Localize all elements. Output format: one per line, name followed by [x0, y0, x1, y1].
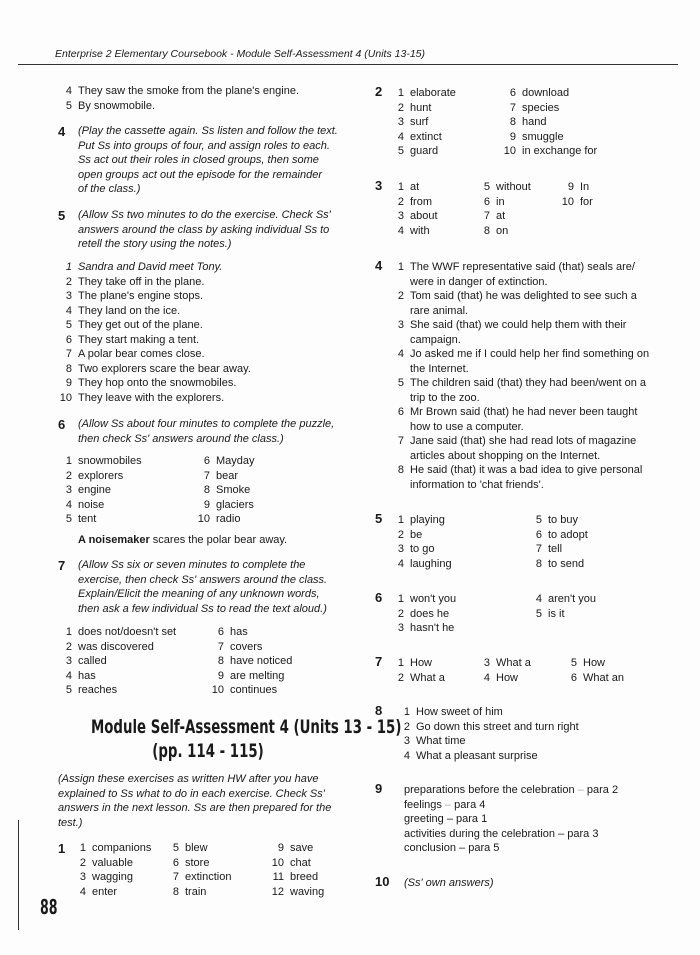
exercise-7-col2	[210, 625, 292, 698]
sa5-col2	[528, 513, 588, 571]
list-item: 5 to buy	[535, 514, 578, 526]
list-item: activities during the celebration – para 3	[404, 827, 599, 840]
list-item: 3 What a	[483, 657, 531, 669]
margin-line	[18, 820, 19, 930]
list-item: 2 Tom said (that) he was delighted to see such a rare animal.	[397, 290, 637, 317]
list-item: conclusion – para 5	[404, 842, 500, 854]
list-item: 8 hand	[509, 116, 547, 128]
list-item: 5 They get out of the plane.	[65, 319, 203, 331]
list-item: 9 They hop onto the snowmobiles.	[65, 377, 237, 389]
list-item: 8 to send	[535, 557, 585, 570]
list-item: 1 does not/doesn't set	[65, 626, 177, 638]
list-item: 7 at	[483, 210, 506, 222]
list-item: 2 valuable	[79, 856, 133, 869]
list-item: 5 without	[483, 181, 531, 193]
list-item: 6 to adopt	[535, 528, 588, 541]
exercise-number: 3	[375, 178, 383, 193]
sa3-col2	[476, 180, 531, 238]
list-item: 3 to go	[397, 543, 435, 555]
list-item: 1 playing	[397, 514, 445, 526]
list-item: 2 They take off in the plane.	[65, 275, 205, 288]
list-item: 2 from	[397, 195, 432, 208]
exercise-number: 2	[375, 84, 383, 99]
exercise-7-instructions: (Allow Ss six or seven minutes to complete the exercise, then check Ss' answers around the class. Explain/Elicit the meaning of any unknown words, then ask a few individual Ss to read the text aloud.)	[78, 559, 328, 615]
list-item: 6 in	[483, 195, 505, 208]
list-item: 9 are melting	[217, 669, 285, 682]
sa6-col1	[390, 592, 456, 636]
list-item: 5 is it	[535, 607, 565, 620]
list-item: 6 Mayday	[203, 455, 255, 467]
sa10-answer: (Ss' own answers)	[404, 877, 494, 889]
sa2-col1	[390, 86, 456, 159]
puzzle-answer: A noisemaker scares the polar bear away.	[78, 534, 288, 546]
list-item: 2 be	[397, 528, 423, 541]
header-rule	[18, 64, 678, 65]
exercise-number: 5	[375, 511, 383, 526]
sa9-list	[404, 783, 618, 856]
exercise-number: 6	[58, 417, 66, 432]
exercise-number: 4	[375, 258, 383, 273]
list-item: 1 companions	[79, 842, 152, 854]
sa1-col2	[165, 841, 231, 899]
list-item: 3 She said (that) we could help them with their campaign.	[397, 319, 627, 346]
carryover-list	[58, 84, 299, 113]
list-item: 8 on	[483, 224, 509, 237]
list-item: 11 breed	[272, 871, 319, 883]
list-item: 3 engine	[65, 484, 112, 496]
list-item: 3 hasn't he	[397, 622, 455, 634]
exercise-6-col1	[58, 454, 142, 527]
list-item: 7 bear	[203, 469, 239, 482]
list-item: 9 smuggle	[509, 130, 564, 143]
sa3-col3	[560, 180, 593, 209]
list-item: 10 for	[561, 195, 593, 208]
list-item: 9 glaciers	[203, 498, 254, 511]
list-item: 6 download	[509, 87, 570, 99]
list-item: 2 does he	[397, 607, 450, 620]
list-item: 3 What time	[403, 735, 466, 747]
list-item: 3 called	[65, 655, 107, 667]
section-title: Module Self-Assessment 4 (Units 13 - 15) (pp. 114 - 115)	[91, 716, 402, 762]
list-item: 7 extinction	[172, 871, 232, 883]
list-item: 6 They start making a tent.	[65, 333, 200, 346]
exercise-number: 5	[58, 208, 66, 223]
list-item: 1 snowmobiles	[65, 455, 142, 467]
exercise-6-instructions: (Allow Ss about four minutes to complete the puzzle, then check Ss' answers around the class.)	[78, 418, 335, 445]
list-item: 10 They leave with the explorers.	[59, 391, 225, 404]
list-item: 2 explorers	[65, 469, 124, 482]
exercise-4-instructions: (Play the cassette again. Ss listen and follow the text. Put Ss into groups of four, and assign roles to each. Ss act out their roles in closed groups, then some open groups act out the episode for the remainder of the class.)	[78, 125, 338, 195]
list-item: 2 hunt	[397, 101, 432, 114]
exercise-number: 7	[375, 654, 383, 669]
list-item: 4 Jo asked me if I could help her find something on the Internet.	[397, 348, 650, 375]
exercise-number: 6	[375, 590, 383, 605]
list-item: 8 have noticed	[217, 655, 293, 667]
list-item: 5 tent	[65, 513, 97, 525]
exercise-6-col2	[196, 454, 255, 527]
list-item: 10 radio	[197, 513, 241, 525]
list-item: 1 How sweet of him	[403, 706, 503, 718]
list-item: 4 with	[397, 224, 430, 237]
list-item: 5 reaches	[65, 684, 118, 696]
list-item: 4 What a pleasant surprise	[403, 749, 538, 762]
list-item: 3 about	[397, 210, 438, 222]
list-item: 4 They land on the ice.	[65, 304, 181, 317]
list-item: 4 They saw the smoke from the plane's engine.	[65, 85, 299, 97]
list-item: 5 The children said (that) they had been/went on a trip to the zoo.	[397, 377, 647, 404]
list-item: 7 tell	[535, 543, 563, 555]
sa3-col1	[390, 180, 438, 238]
list-item: 5 By snowmobile.	[65, 99, 156, 112]
list-item: 6 has	[217, 626, 248, 638]
list-item: 4 extinct	[397, 130, 442, 143]
list-item: 5 blew	[172, 842, 208, 854]
list-item: greeting – para 1	[404, 813, 488, 825]
list-item: 12 waving	[271, 885, 325, 898]
exercise-number: 9	[375, 781, 383, 796]
sa7-col1	[390, 656, 445, 685]
sa1-col3	[270, 841, 324, 899]
list-item: 7 Jane said (that) she had read lots of magazine articles about shopping on the Internet.	[397, 435, 637, 462]
sa5-col1	[390, 513, 452, 571]
list-item: 4 noise	[65, 498, 105, 511]
page-number: 88	[40, 895, 58, 919]
list-item: 1 How	[397, 657, 433, 669]
list-item: 10 chat	[271, 856, 311, 869]
exercise-number: 1	[58, 841, 66, 856]
list-item: 1 Sandra and David meet Tony.	[65, 261, 223, 273]
list-item: 6 store	[172, 856, 210, 869]
list-item: 5 How	[570, 657, 606, 669]
list-item: 8 train	[172, 885, 207, 898]
list-item: 3 surf	[397, 116, 429, 128]
sa8-list	[396, 705, 579, 763]
list-item: 8 He said (that) it was a bad idea to give personal information to 'chat friends'.	[397, 464, 643, 491]
list-item: 9 save	[277, 842, 314, 854]
list-item: 7 A polar bear comes close.	[65, 348, 205, 360]
exercise-5-instructions: (Allow Ss two minutes to do the exercise. Check Ss' answers around the class by asking individual Ss to retell the story using the notes.)	[78, 209, 331, 250]
exercise-number: 7	[58, 558, 66, 573]
list-item: 7 species	[509, 101, 560, 114]
sa2-col2	[502, 86, 597, 159]
exercise-number: 10	[375, 874, 390, 889]
list-item: 1 won't you	[397, 593, 457, 605]
list-item: 4 enter	[79, 885, 118, 898]
list-item: feelings – para 4	[404, 798, 486, 811]
sa1-col1	[72, 841, 151, 899]
sa7-col2	[476, 656, 531, 685]
exercise-number: 4	[58, 124, 66, 139]
list-item: 8 Smoke	[203, 484, 251, 496]
assignment-note: (Assign these exercises as written HW after you have explained to Ss what to do in each exercise. Check Ss' answers in the next lesson. Ss are then prepared for the test.)	[58, 773, 332, 829]
sa6-col2	[528, 592, 596, 621]
list-item: 5 guard	[397, 145, 439, 157]
exercise-5-answers	[58, 260, 251, 405]
list-item: 3 The plane's engine stops.	[65, 290, 204, 302]
list-item: 1 at	[397, 181, 420, 193]
exercise-7-col1	[58, 625, 176, 698]
list-item: 6 What an	[570, 671, 624, 684]
sa7-col3	[563, 656, 624, 685]
list-item: 8 Two explorers scare the bear away.	[65, 362, 251, 375]
exercise-number: 8	[375, 703, 383, 718]
list-item: 4 How	[483, 671, 519, 684]
list-item: 7 covers	[217, 640, 263, 653]
list-item: 1 elaborate	[397, 87, 456, 99]
list-item: 3 wagging	[79, 871, 133, 883]
list-item: 2 Go down this street and turn right	[403, 720, 579, 733]
sa4-list	[390, 260, 675, 492]
list-item: 10 in exchange for	[503, 145, 598, 157]
list-item: 6 Mr Brown said (that) he had never been taught how to use a computer.	[397, 406, 638, 433]
list-item: preparations before the celebration – para 2	[404, 784, 619, 796]
page-header: Enterprise 2 Elementary Coursebook - Module Self-Assessment 4 (Units 13-15)	[55, 48, 425, 60]
list-item: 4 has	[65, 669, 96, 682]
list-item: 1 The WWF representative said (that) seals are/ were in danger of extinction.	[397, 261, 635, 288]
list-item: 2 What a	[397, 671, 445, 684]
list-item: 2 was discovered	[65, 640, 154, 653]
list-item: 4 aren't you	[535, 593, 596, 605]
list-item: 4 laughing	[397, 557, 452, 570]
list-item: 10 continues	[211, 684, 278, 696]
list-item: 9 In	[567, 181, 590, 193]
